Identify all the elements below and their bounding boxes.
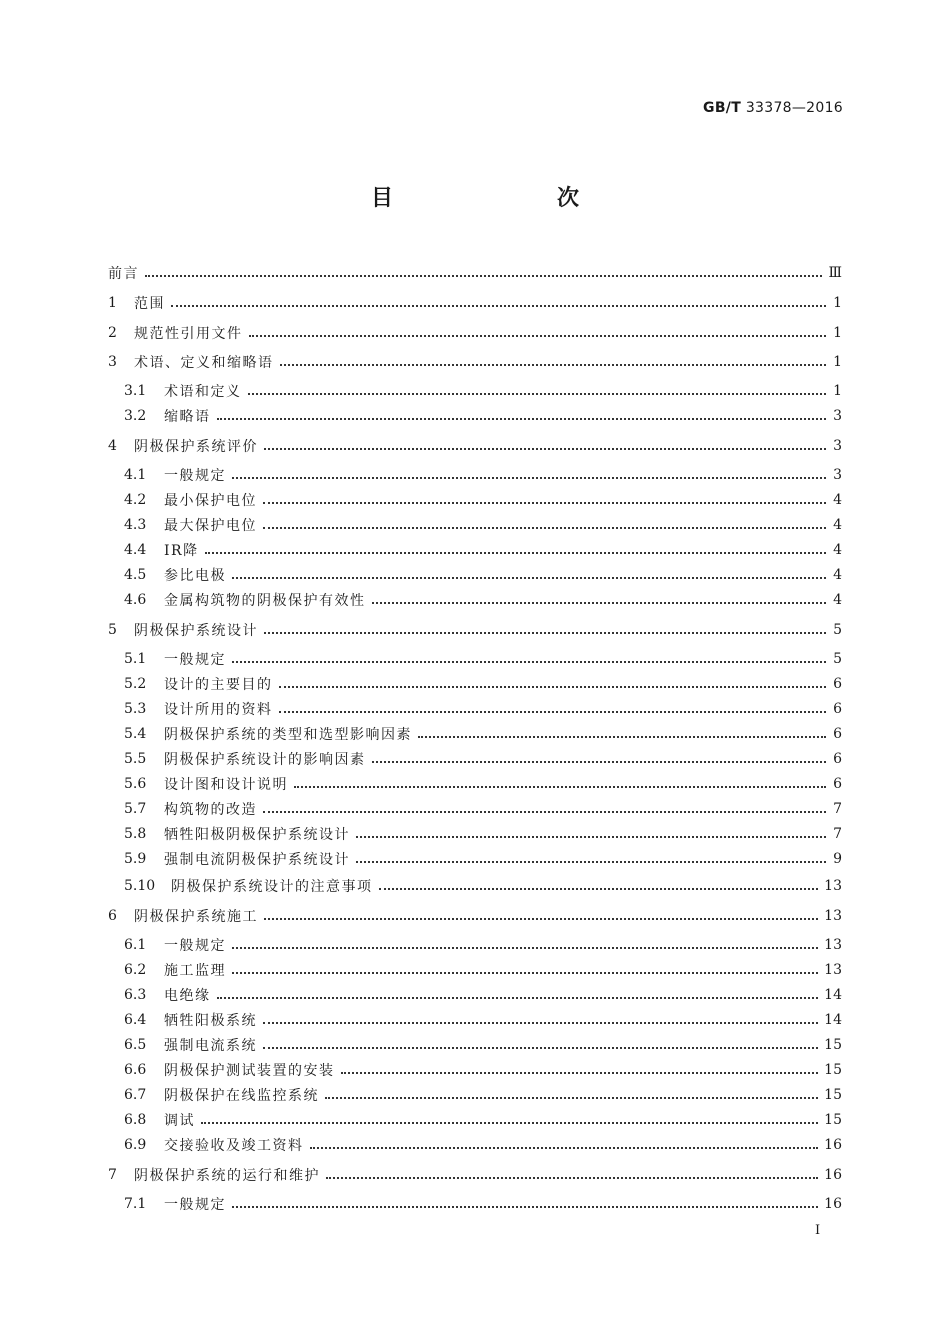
- toc-leader-dots: [232, 933, 818, 949]
- toc-entry[interactable]: [124, 380, 842, 402]
- toc-entry-title: 设计图和设计说明: [164, 777, 288, 793]
- toc-leader-dots: [372, 588, 827, 604]
- toc-leader-dots: [379, 874, 819, 890]
- toc-leader-dots: [280, 350, 827, 366]
- toc-entry-number: 5.9: [124, 851, 147, 867]
- toc-leader-dots: [201, 1108, 818, 1124]
- toc-entry-title: 一般规定: [164, 468, 226, 484]
- toc-entry-title: 阴极保护系统设计的注意事项: [171, 879, 373, 895]
- toc-entry-page: 16: [824, 1137, 842, 1153]
- toc-entry-title: 阴极保护系统的运行和维护: [134, 1168, 320, 1184]
- toc-entry-page: 1: [833, 325, 842, 341]
- toc-entry[interactable]: [124, 564, 842, 586]
- toc-entry-number: 5: [108, 622, 117, 638]
- toc-leader-dots: [263, 797, 826, 813]
- toc-entry-page: 1: [833, 383, 842, 399]
- toc-entry-number: 6.7: [124, 1087, 147, 1103]
- toc-entry-page: 13: [824, 878, 842, 894]
- toc-entry[interactable]: [124, 773, 842, 795]
- toc-leader-dots: [264, 618, 826, 634]
- toc-entry[interactable]: [124, 489, 842, 511]
- toc-entry[interactable]: [124, 798, 842, 820]
- toc-entry-title: 范围: [134, 296, 165, 312]
- toc-entry-number: 7.1: [124, 1196, 147, 1212]
- toc-entry-title: 阴极保护系统施工: [134, 909, 258, 925]
- toc-entry-number: 7: [108, 1167, 117, 1183]
- toc-leader-dots: [205, 538, 826, 554]
- toc-leader-dots: [264, 904, 818, 920]
- toc-entry-title: 阴极保护测试装置的安装: [164, 1063, 335, 1079]
- toc-leader-dots: [232, 958, 818, 974]
- toc-entry-title: 构筑物的改造: [164, 802, 257, 818]
- toc-entry-number: 4.6: [124, 592, 147, 608]
- toc-entry-title: 缩略语: [164, 409, 211, 425]
- toc-leader-dots: [263, 1033, 818, 1049]
- toc-entry-number: 2: [108, 325, 117, 341]
- toc-entry[interactable]: [124, 648, 842, 670]
- toc-entry[interactable]: [124, 723, 842, 745]
- toc-entry-page: 4: [833, 542, 842, 558]
- toc-leader-dots: [372, 747, 827, 763]
- toc-entry-title: 强制电流系统: [164, 1038, 257, 1054]
- toc-entry[interactable]: [124, 1193, 842, 1215]
- toc-entry-title: 牺牲阳极阴极保护系统设计: [164, 827, 350, 843]
- standard-prefix: GB/T: [703, 100, 742, 116]
- toc-entry-page: 4: [833, 492, 842, 508]
- toc-leader-dots: [356, 822, 826, 838]
- toc-entry-number: 4.1: [124, 467, 147, 483]
- toc-entry-page: 7: [833, 801, 842, 817]
- toc-entry-number: 5.7: [124, 801, 147, 817]
- toc-entry-page: 15: [824, 1037, 842, 1053]
- toc-entry-page: 15: [824, 1112, 842, 1128]
- toc-entry-number: 6.5: [124, 1037, 147, 1053]
- toc-entry-number: 5.2: [124, 676, 147, 692]
- toc-entry-page: 6: [833, 726, 842, 742]
- toc-entry-number: 4.2: [124, 492, 147, 508]
- toc-leader-dots: [326, 1163, 818, 1179]
- toc-entry[interactable]: [108, 619, 842, 641]
- toc-entry-number: 5.6: [124, 776, 147, 792]
- toc-entry-title: 施工监理: [164, 963, 226, 979]
- toc-entry-number: 6.4: [124, 1012, 147, 1028]
- toc-leader-dots: [356, 847, 826, 863]
- toc-entry-page: 6: [833, 751, 842, 767]
- toc-entry-number: 6.6: [124, 1062, 147, 1078]
- toc-entry[interactable]: [124, 748, 842, 770]
- toc-leader-dots: [263, 488, 826, 504]
- toc-leader-dots: [418, 722, 826, 738]
- toc-entry-title: 一般规定: [164, 1197, 226, 1213]
- toc-leader-dots: [232, 563, 826, 579]
- toc-leader-dots: [263, 1008, 818, 1024]
- toc-entry-title: 前言: [108, 266, 139, 282]
- toc-entry-title: 阴极保护系统设计: [134, 623, 258, 639]
- toc-leader-dots: [325, 1083, 818, 1099]
- toc-entry-title: 阴极保护在线监控系统: [164, 1088, 319, 1104]
- toc-entry-page: 16: [824, 1167, 842, 1183]
- toc-entry[interactable]: [124, 405, 842, 427]
- toc-entry[interactable]: [108, 435, 842, 457]
- toc-leader-dots: [171, 291, 826, 307]
- standard-number: 33378—2016: [745, 100, 843, 116]
- toc-entry-page: 1: [833, 295, 842, 311]
- toc-entry-number: 5.1: [124, 651, 147, 667]
- toc-entry-number: 5.3: [124, 701, 147, 717]
- toc-entry-title: 一般规定: [164, 652, 226, 668]
- toc-entry-page: 4: [833, 517, 842, 533]
- toc-entry-title: 设计所用的资料: [164, 702, 273, 718]
- toc-entry[interactable]: [108, 322, 842, 344]
- toc-leader-dots: [145, 261, 822, 277]
- toc-leader-dots: [279, 697, 827, 713]
- toc-leader-dots: [217, 404, 827, 420]
- toc-leader-dots: [310, 1133, 819, 1149]
- toc-entry-page: 6: [833, 701, 842, 717]
- toc-leader-dots: [232, 1192, 818, 1208]
- toc-leader-dots: [232, 647, 826, 663]
- toc-entry-number: 4.4: [124, 542, 147, 558]
- toc-entry[interactable]: [124, 934, 842, 956]
- toc-entry[interactable]: [124, 823, 842, 845]
- toc-entry-title: 金属构筑物的阴极保护有效性: [164, 593, 366, 609]
- toc-entry-number: 1: [108, 295, 117, 311]
- toc-entry-title: 调试: [164, 1113, 195, 1129]
- toc-entry-number: 6.3: [124, 987, 147, 1003]
- toc-entry-title: 阴极保护系统评价: [134, 439, 258, 455]
- toc-entry[interactable]: [124, 959, 842, 981]
- toc-entry-number: 3.2: [124, 408, 147, 424]
- toc-entry-title: 术语和定义: [164, 384, 242, 400]
- toc-entry-number: 5.8: [124, 826, 147, 842]
- toc-entry[interactable]: [108, 262, 842, 284]
- toc-entry-page: 4: [833, 592, 842, 608]
- toc-entry-title: 设计的主要目的: [164, 677, 273, 693]
- toc-leader-dots: [264, 434, 826, 450]
- toc-entry-title: 术语、定义和缩略语: [134, 355, 274, 371]
- toc-leader-dots: [263, 513, 826, 529]
- toc-leader-dots: [217, 983, 819, 999]
- toc-leader-dots: [279, 672, 827, 688]
- toc-entry-title: 参比电极: [164, 568, 226, 584]
- toc-entry[interactable]: [108, 292, 842, 314]
- toc-entry[interactable]: [124, 514, 842, 536]
- toc-entry-title: 规范性引用文件: [134, 326, 243, 342]
- toc-entry-page: 3: [833, 408, 842, 424]
- toc-entry-title: 强制电流阴极保护系统设计: [164, 852, 350, 868]
- page-title: 目 次: [370, 186, 619, 211]
- toc-entry-title: 阴极保护系统设计的影响因素: [164, 752, 366, 768]
- toc-entry-page: 13: [824, 937, 842, 953]
- toc-entry-page: 5: [833, 651, 842, 667]
- toc-entry-page: 14: [824, 1012, 842, 1028]
- toc-entry-number: 5.4: [124, 726, 147, 742]
- toc-entry-page: 16: [824, 1196, 842, 1212]
- toc-entry[interactable]: [108, 351, 842, 373]
- toc-entry-page: 3: [833, 467, 842, 483]
- toc-entry[interactable]: [124, 539, 842, 561]
- toc-entry-title: 最大保护电位: [164, 518, 257, 534]
- toc-entry[interactable]: [124, 673, 842, 695]
- toc-entry[interactable]: [108, 905, 842, 927]
- standard-code: [703, 100, 843, 116]
- toc-entry-page: 6: [833, 676, 842, 692]
- toc-entry-title: 一般规定: [164, 938, 226, 954]
- toc-entry-number: 4: [108, 438, 117, 454]
- toc-entry-number: 6.8: [124, 1112, 147, 1128]
- toc-entry[interactable]: [124, 1009, 842, 1031]
- toc-entry[interactable]: [124, 1084, 842, 1106]
- toc-entry[interactable]: [124, 698, 842, 720]
- toc-entry-page: 1: [833, 354, 842, 370]
- toc-leader-dots: [232, 463, 826, 479]
- toc-entry-number: 5.10: [124, 878, 156, 894]
- toc-entry-title: 阴极保护系统的类型和选型影响因素: [164, 727, 412, 743]
- toc-entry-page: 5: [833, 622, 842, 638]
- page-number: I: [815, 1223, 821, 1238]
- toc-entry[interactable]: [124, 1034, 842, 1056]
- toc-entry-number: 6.1: [124, 937, 147, 953]
- toc-entry-page: Ⅲ: [828, 265, 842, 281]
- toc-entry[interactable]: [124, 875, 842, 897]
- toc-entry[interactable]: [124, 1134, 842, 1156]
- toc-entry-number: 4.3: [124, 517, 147, 533]
- toc-leader-dots: [249, 321, 827, 337]
- toc-entry-number: 4.5: [124, 567, 147, 583]
- toc-entry-number: 3.1: [124, 383, 147, 399]
- toc-entry-title: 电绝缘: [164, 988, 211, 1004]
- toc-entry[interactable]: [124, 589, 842, 611]
- toc-entry-page: 3: [833, 438, 842, 454]
- toc-leader-dots: [341, 1058, 819, 1074]
- toc-leader-dots: [294, 772, 826, 788]
- toc-entry[interactable]: [108, 1164, 842, 1186]
- toc-entry-title: 最小保护电位: [164, 493, 257, 509]
- toc-entry-page: 6: [833, 776, 842, 792]
- toc-entry-page: 9: [833, 851, 842, 867]
- toc-entry-page: 14: [824, 987, 842, 1003]
- toc-entry-page: 13: [824, 908, 842, 924]
- toc-entry-title: 交接验收及竣工资料: [164, 1138, 304, 1154]
- toc-entry-number: 3: [108, 354, 117, 370]
- toc-entry[interactable]: [124, 984, 842, 1006]
- toc-entry-page: 15: [824, 1062, 842, 1078]
- toc-entry[interactable]: [124, 1109, 842, 1131]
- toc-entry-title: 牺牲阳极系统: [164, 1013, 257, 1029]
- toc-entry-number: 6.9: [124, 1137, 147, 1153]
- toc-entry-page: 4: [833, 567, 842, 583]
- toc-entry-number: 6.2: [124, 962, 147, 978]
- toc-entry-number: 6: [108, 908, 117, 924]
- toc-leader-dots: [248, 379, 827, 395]
- toc-entry[interactable]: [124, 1059, 842, 1081]
- toc-entry-number: 5.5: [124, 751, 147, 767]
- toc-entry[interactable]: [124, 848, 842, 870]
- toc-entry-title: IR降: [164, 543, 199, 559]
- toc-entry[interactable]: [124, 464, 842, 486]
- toc-entry-page: 7: [833, 826, 842, 842]
- toc-entry-page: 15: [824, 1087, 842, 1103]
- toc-entry-page: 13: [824, 962, 842, 978]
